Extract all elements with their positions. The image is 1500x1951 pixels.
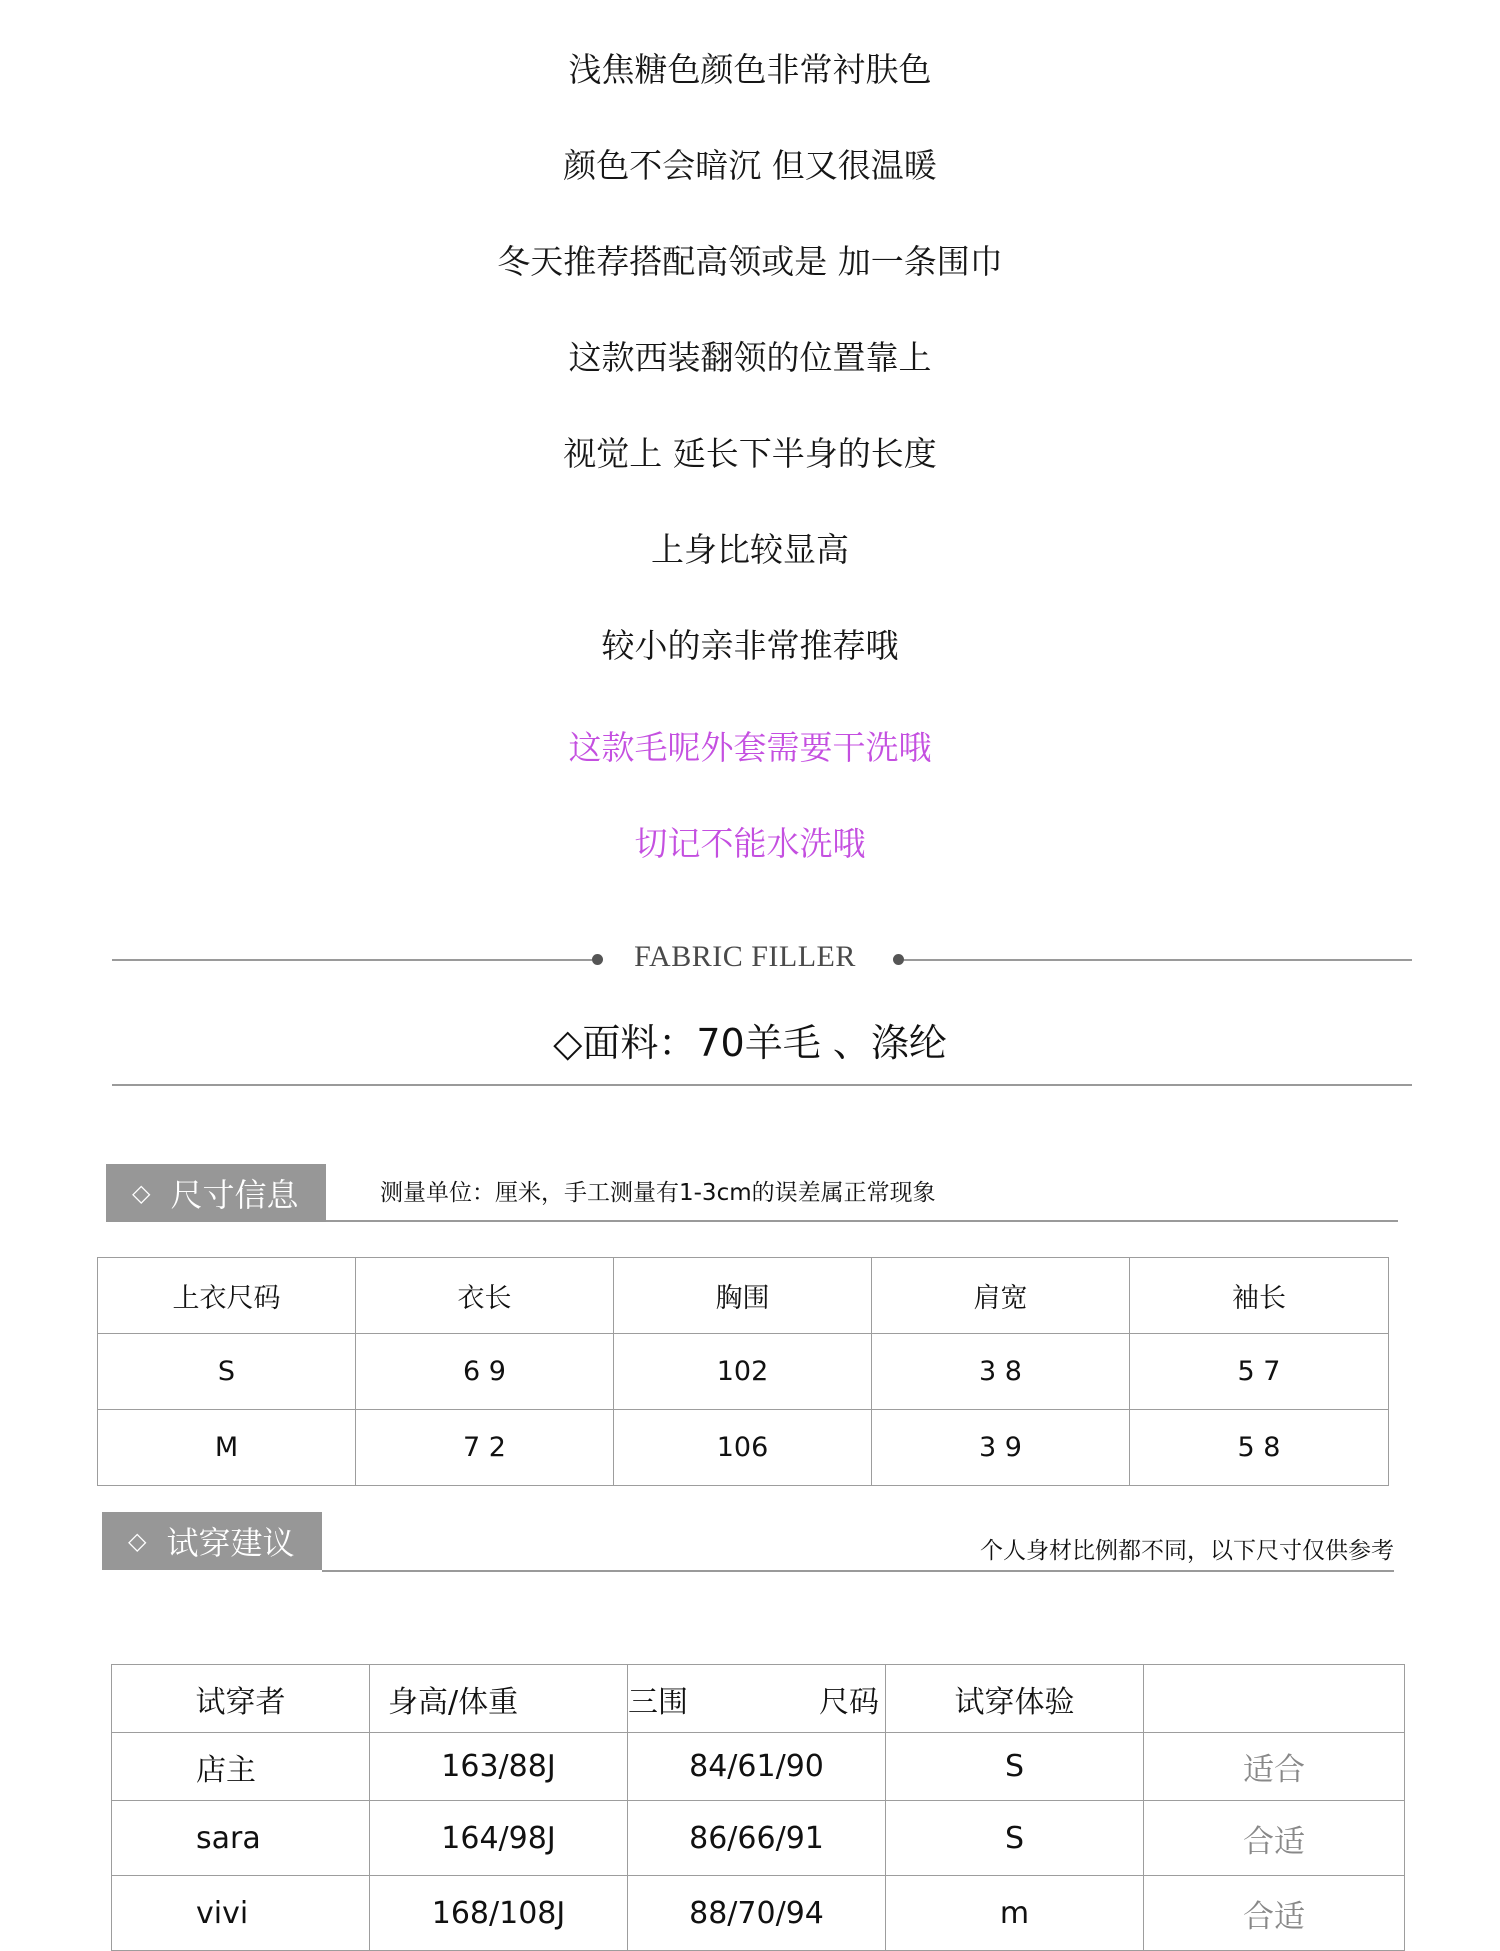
size-section-rule bbox=[326, 1220, 1398, 1222]
table-row bbox=[98, 1410, 1389, 1486]
table-cell: 3 9 bbox=[872, 1410, 1130, 1486]
table-cell: 84/61/90 bbox=[628, 1733, 886, 1801]
header-cell: 身高/体重 bbox=[370, 1665, 628, 1733]
header-cell: 胸围 bbox=[614, 1258, 872, 1334]
size-header: 尺码 bbox=[819, 1685, 879, 1720]
fit-cell: 合适 bbox=[1144, 1801, 1405, 1876]
fabric-bottom-rule bbox=[112, 1084, 1412, 1086]
size-header-row bbox=[98, 1258, 1389, 1334]
table-cell: 168/108J bbox=[370, 1876, 628, 1951]
header-cell: 衣长 bbox=[356, 1258, 614, 1334]
header-cell bbox=[628, 1665, 886, 1733]
table-row bbox=[112, 1801, 1405, 1876]
table-row bbox=[112, 1876, 1405, 1951]
table-cell: M bbox=[98, 1410, 356, 1486]
table-cell: 5 7 bbox=[1130, 1334, 1389, 1410]
fit-section-rule bbox=[322, 1570, 1394, 1572]
try-header-row bbox=[112, 1665, 1405, 1733]
tester-cell: vivi bbox=[112, 1876, 370, 1951]
intro-line: 这款西装翻领的位置靠上 bbox=[568, 338, 932, 377]
try-on-table bbox=[111, 1664, 1405, 1951]
header-cell: 袖长 bbox=[1130, 1258, 1389, 1334]
table-cell: 6 9 bbox=[356, 1334, 614, 1410]
care-line: 这款毛呢外套需要干洗哦 bbox=[568, 728, 932, 767]
measurements-header: 三围 bbox=[628, 1685, 688, 1720]
intro-line: 冬天推荐搭配高领或是 加一条围巾 bbox=[497, 242, 1003, 281]
intro-line: 较小的亲非常推荐哦 bbox=[601, 626, 899, 665]
header-cell: 试穿者 bbox=[112, 1665, 370, 1733]
header-cell: 试穿体验 bbox=[886, 1665, 1144, 1733]
fit-section-label: 试穿建议 bbox=[166, 1524, 295, 1562]
table-cell: 7 2 bbox=[356, 1410, 614, 1486]
fabric-divider-right bbox=[904, 959, 1412, 961]
table-cell: 86/66/91 bbox=[628, 1801, 886, 1876]
fit-section-tag bbox=[102, 1512, 322, 1570]
divider-dot-left bbox=[592, 954, 603, 965]
header-cell: 上衣尺码 bbox=[98, 1258, 356, 1334]
table-cell: 3 8 bbox=[872, 1334, 1130, 1410]
header-cell: 肩宽 bbox=[872, 1258, 1130, 1334]
table-cell: 106 bbox=[614, 1410, 872, 1486]
intro-line: 浅焦糖色颜色非常衬肤色 bbox=[568, 50, 932, 89]
header-cell bbox=[1144, 1665, 1405, 1733]
intro-line: 视觉上 延长下半身的长度 bbox=[563, 434, 937, 473]
table-cell: S bbox=[98, 1334, 356, 1410]
intro-line: 上身比较显高 bbox=[651, 530, 849, 569]
tester-cell: 店主 bbox=[112, 1733, 370, 1801]
table-cell: 163/88J bbox=[370, 1733, 628, 1801]
divider-dot-right bbox=[893, 954, 904, 965]
table-cell: 88/70/94 bbox=[628, 1876, 886, 1951]
intro-line: 颜色不会暗沉 但又很温暖 bbox=[563, 146, 937, 185]
diamond-icon: ◇ bbox=[132, 1179, 151, 1207]
table-row bbox=[112, 1733, 1405, 1801]
fabric-heading: FABRIC FILLER bbox=[634, 940, 856, 973]
fit-section-note: 个人身材比例都不同，以下尺寸仅供参考 bbox=[980, 1538, 1394, 1564]
table-cell: 5 8 bbox=[1130, 1410, 1389, 1486]
size-table bbox=[97, 1257, 1389, 1486]
diamond-icon: ◇ bbox=[128, 1527, 147, 1555]
table-cell: m bbox=[886, 1876, 1144, 1951]
fabric-divider-left bbox=[112, 959, 592, 961]
table-cell: S bbox=[886, 1801, 1144, 1876]
fit-cell: 合适 bbox=[1144, 1876, 1405, 1951]
table-cell: S bbox=[886, 1733, 1144, 1801]
size-section-note: 测量单位：厘米，手工测量有1-3cm的误差属正常现象 bbox=[380, 1180, 936, 1206]
size-section-tag bbox=[106, 1164, 326, 1222]
tester-cell: sara bbox=[112, 1801, 370, 1876]
size-section-label: 尺寸信息 bbox=[170, 1176, 299, 1214]
table-row bbox=[98, 1334, 1389, 1410]
fabric-composition: ◇面料：70羊毛 、涤纶 bbox=[553, 1021, 947, 1065]
care-line: 切记不能水洗哦 bbox=[634, 824, 866, 863]
fit-cell: 适合 bbox=[1144, 1733, 1405, 1801]
table-cell: 164/98J bbox=[370, 1801, 628, 1876]
table-cell: 102 bbox=[614, 1334, 872, 1410]
